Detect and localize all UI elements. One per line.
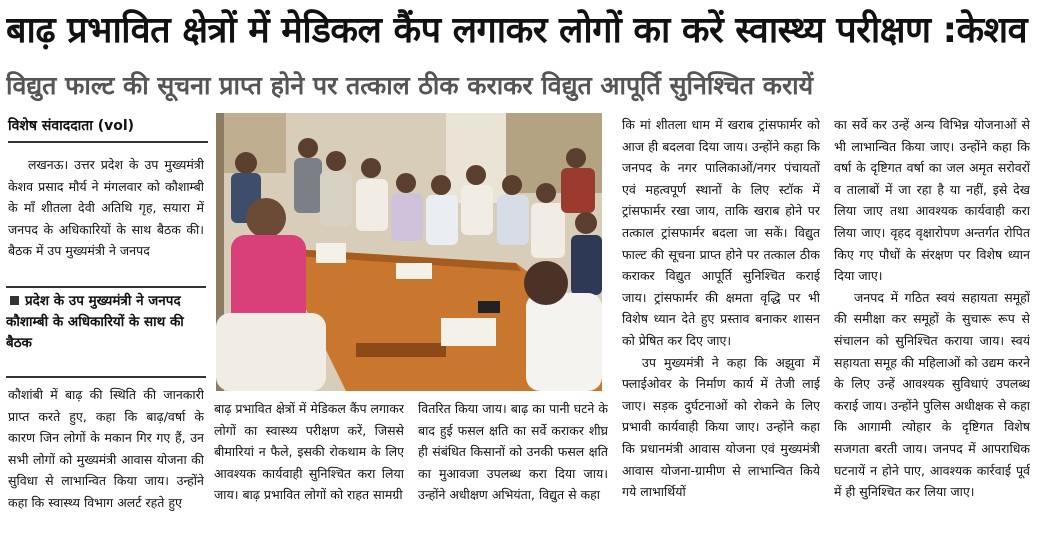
byline-divider — [8, 141, 208, 143]
column-3 — [418, 398, 608, 540]
callout-box — [6, 286, 206, 378]
lead-paragraph: लखनऊ। उत्तर प्रदेश के उप मुख्यमंत्री केशव प्रसाद मौर्य ने मंगलवार को कौशाम्बी के माँ शीतला देवी अतिथि गृह, सयारा में जनपद के अधिकारियों के साथ बैठक की। बैठक में उप मुख्यमंत्री ने जनपद — [8, 157, 204, 259]
column-1-bottom — [8, 384, 204, 540]
callout-text: प्रदेश के उप मुख्यमंत्री ने जनपद कौशाम्बी के अधिकारियों के साथ की बैठक — [6, 293, 184, 351]
byline: विशेष संवाददाता (vol) — [8, 118, 135, 134]
column-1-paragraph: कौशांबी में बाढ़ की स्थिति की जानकारी प्राप्त करते हुए, कहा कि बाढ़/वर्षा के कारण जिन लोगों के मकान गिर गए हैं, उन सभी लोगों को मुख्यमंत्री आवास योजना की सुविधा से लाभान्वित किया जाय। उन्होंने कहा कि स्वास्थ्य विभाग अलर्ट रहते हुए — [8, 387, 204, 510]
column-4 — [622, 114, 820, 540]
column-3-paragraph: वितरित किया जाय। बाढ़ का पानी घटने के बाद हुई फसल क्षति का सर्वे कराकर शीघ्र ही संबंधित किसानों को उनकी फसल क्षति का मुआवजा उपलब्ध करा दिया जाय। उन्होंने अधीक्षण अभियंता, विद्युत से कहा — [418, 401, 608, 503]
column-5 — [834, 114, 1030, 540]
meeting-photo — [216, 113, 602, 391]
column-4-paragraph-1: कि मां शीतला धाम में खराब ट्रांसफार्मर को आज ही बदलवा दिया जाय। उन्होंने कहा कि जनपद के नगर पालिकाओं/नगर पंचायतों एवं महत्वपूर्ण स्थानों के लिए स्टॉक में ट्रांसफार्मर रखा जाय, ताकि खराब होने पर तत्काल ट्रांसफार्मर बदला जा सकें। विद्युत फाल्ट की सूचना प्राप्त होने पर तत्काल ठीक कराकर विद्युत आपूर्ति सुनिश्चित कराई जाय। ट्रांसफार्मर की क्षमता वृद्धि पर भी विशेष ध्यान देते हुए प्रस्ताव बनाकर शासन को प्रेषित कर दिए जाए। — [622, 117, 820, 348]
column-2 — [214, 398, 404, 540]
column-2-paragraph: बाढ़ प्रभावित क्षेत्रों में मेडिकल कैंप लगाकर लोगों का स्वास्थ्य परीक्षण करें, जिससे बीमारियां न फैले, इसकी रोकथाम के लिए आवश्यक कार्यवाही सुनिश्चित करा लिया जाय। बाढ़ प्रभावित लोगों को राहत सामग्री — [214, 401, 404, 503]
column-5-paragraph-2: जनपद में गठित स्वयं सहायता समूहों की समीक्षा कर समूहों के सुचारू रूप से संचालन को सुनिश्चित कराया जाय। स्वयं सहायता समूह की महिलाओं को उद्यम करने के लिए उन्हें आवश्यक सुविधाएं उपलब्ध कराई जाय। उन्होंने पुलिस अधीक्षक से कहा कि आगामी त्योहार के दृष्टिगत विशेष सजगता बरती जाय। जनपद में आपराधिक घटनायें न होने पाए, आवश्यक कार्रवाई पूर्व में ही सुनिश्चित कर लिया जाए। — [834, 289, 1030, 500]
bullet-icon — [10, 296, 19, 305]
meeting-photo-illustration — [216, 113, 602, 391]
column-1-top — [8, 154, 204, 282]
subheadline: विद्युत फाल्ट की सूचना प्राप्त होने पर तत्काल ठीक कराकर विद्युत आपूर्ति सुनिश्चित करायें — [6, 71, 814, 100]
headline: बाढ़ प्रभावित क्षेत्रों में मेडिकल कैंप लगाकर लोगों का करें स्वास्थ्य परीक्षण :केशव — [6, 10, 1028, 51]
column-4-paragraph-2: उप मुख्यमंत्री ने कहा कि अझुवा में फ्लाईओवर के निर्माण कार्य में तेजी लाई जाए। सड़क दुर्घटनाओं को रोकने के लिए प्रभावी कार्यवाही किया जाए। उन्होंने कहा कि प्रधानमंत्री आवास योजना एवं मुख्यमंत्री आवास योजना-ग्रामीण से लाभान्वित किये गये लाभार्थियों — [622, 354, 820, 500]
column-5-paragraph-1: का सर्वे कर उन्हें अन्य विभिन्न योजनाओं से भी लाभान्वित किया जाए। उन्होंने कहा कि वर्षा के दृष्टिगत वर्षा का जल अमृत सरोवरों व तालाबों में जा रहा है या नहीं, इसे देख लिया जाए तथा आवश्यक कार्यवाही करा लिया जाए। वृहद वृक्षारोपण अन्तर्गत रोपित किए गए पौधों के संरक्षण पर विशेष ध्यान दिया जाए। — [834, 117, 1030, 284]
